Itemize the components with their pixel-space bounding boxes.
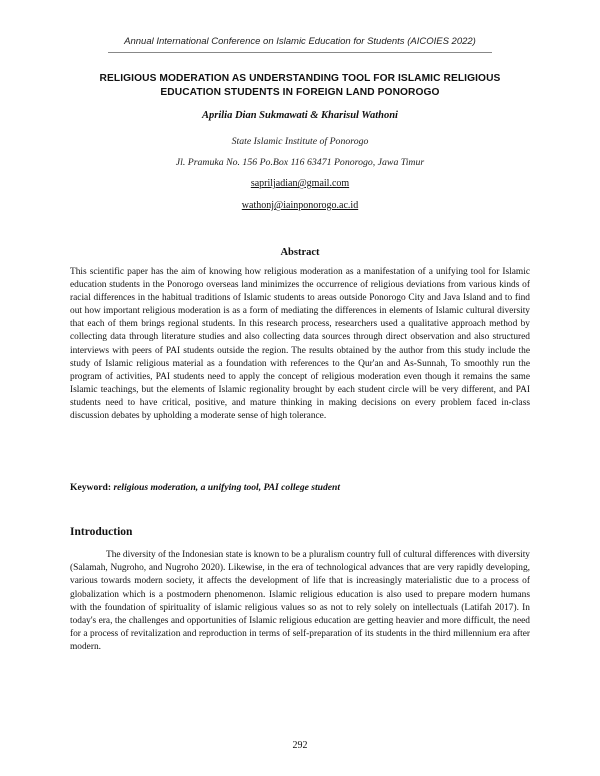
introduction-heading: Introduction <box>70 526 133 538</box>
author-names: Aprilia Dian Sukmawati & Kharisul Wathoni <box>202 110 398 121</box>
email-2[interactable] <box>0 200 600 211</box>
email-2-link[interactable]: wathonj@iainponorogo.ac.id <box>241 200 359 211</box>
email-1-link[interactable]: sapriljadian@gmail.com <box>250 178 350 189</box>
address: Jl. Pramuka No. 156 Po.Box 116 63471 Ponorogo, Jawa Timur <box>175 157 425 168</box>
affiliation: State Islamic Institute of Ponorogo <box>231 136 369 147</box>
keywords-label: Keyword: <box>70 482 112 493</box>
abstract-heading: Abstract <box>280 247 320 258</box>
abstract-text: This scientific paper has the aim of knowing how religious moderation as a manifestation of a unifying tool for Islamic education students in the Ponorogo overseas land minimizes the occurrence of religious deviations from various kinds of racial differences in the habitual traditions of Islamic students to areas outside Ponorogo City and Java Island and to find out how important religious moderation is as a form of mediating the differences in elements of Islamic cultural diversity that each of them brings regional students. In this research process, researchers used a qualitative approach method by collecting data through literature studies and also collecting data sources through direct observation and also structured interviews with peers of PAI students outside the region. The results obtained by the author from this study include the study of Islamic religious material as a foundation with references to the Qur'an and As-Sunnah, To smoothly run the program of activities, PAI students need to apply the concept of religious moderation even though it remains the same Islamic teachings, but the elements of Islamic regionality brought by each student circle will be very different, and PAI students need to have critical, positive, and mature thinking in making decisions on every problem faced in-class discussion debates by upholding a moderate sense of high tolerance. <box>70 267 530 422</box>
paper-title-line-2: EDUCATION STUDENTS IN FOREIGN LAND PONOROGO <box>160 87 440 98</box>
paper-title-line-1: RELIGIOUS MODERATION AS UNDERSTANDING TOOL FOR ISLAMIC RELIGIOUS <box>99 73 501 84</box>
keywords <box>70 482 530 493</box>
introduction-text: The diversity of the Indonesian state is known to be a pluralism country full of cultural differences with diversity (Salamah, Nugroho, and Nugroho 2020). Likewise, in the era of technological advances that are very rapidly developing, various towards modern society, it affects the development of life that is increasingly materialistic due to a process of globalization which is a postmodern phenomenon. Islamic religious education is also used to prepare modern humans with the foundation of spirituality of islamic religious values so as not to rely solely on intellectuals (Latifah 2017). In today's era, the challenges and opportunities of Islamic religious education are getting heavier and more difficult, the need for a process of revitalization and reproduction in terms of self-preparation of its students in the third millennium era after modern. <box>70 550 530 653</box>
email-1[interactable] <box>0 178 600 189</box>
paper-title <box>70 72 530 100</box>
page-number: 292 <box>292 740 308 751</box>
keywords-values: religious moderation, a unifying tool, PAI college student <box>113 482 341 493</box>
running-header: Annual International Conference on Islamic Education for Students (AICOIES 2022) <box>124 36 476 47</box>
header-rule <box>108 52 492 53</box>
